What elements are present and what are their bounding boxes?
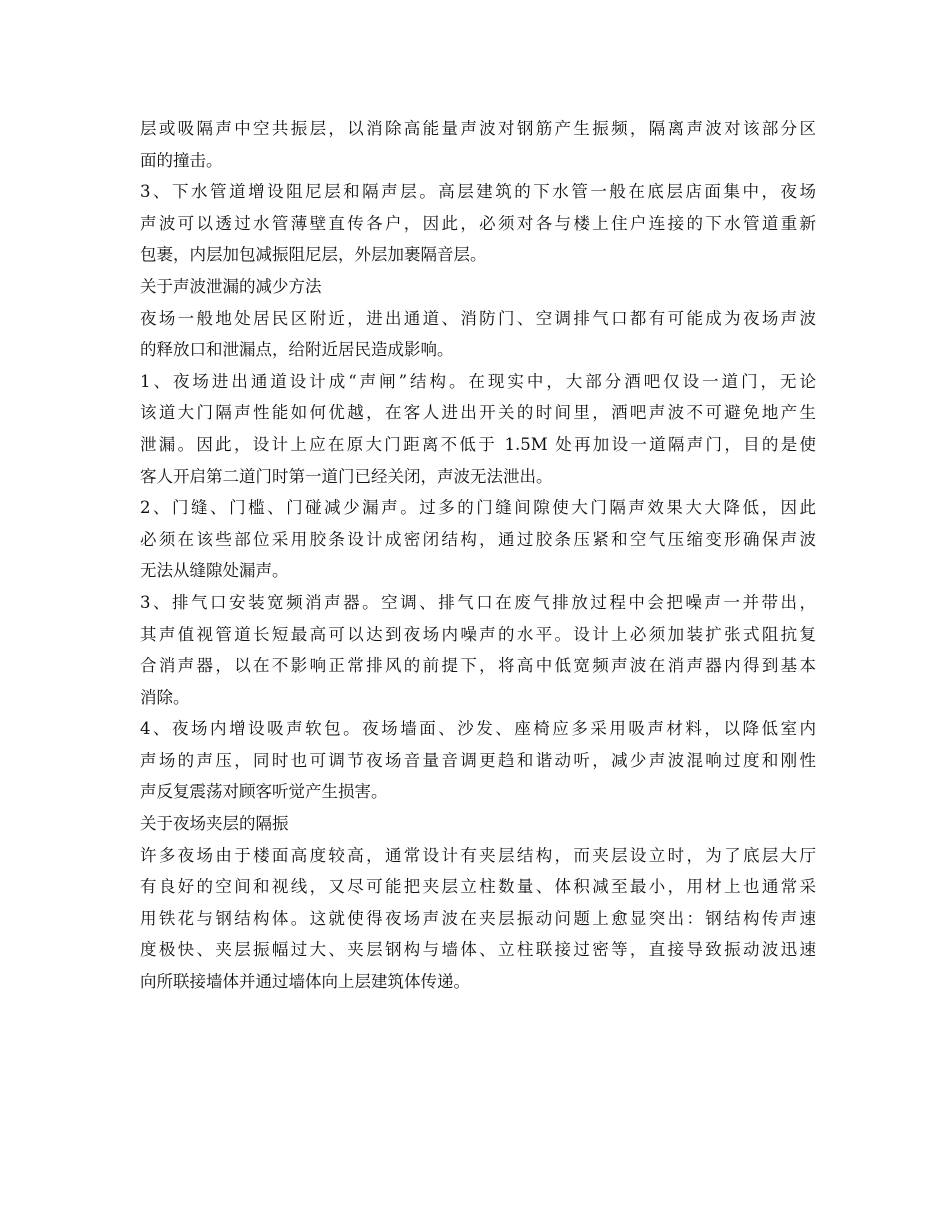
text-line: 向所联接墙体并通过墙体向上层建筑体传递。 [140,972,470,992]
text-line: 消除。 [140,687,190,707]
text-line: 声波可以透过水管薄壁直传各户，因此，必须对各与楼上住户连接的下水管道重新 [140,213,816,233]
text-line: 声反复震荡对顾客听觉产生损害。 [140,782,388,802]
section-heading: 关于夜场夹层的隔振 [140,814,289,834]
text-line: 2、门缝、门槛、门碰减少漏声。过多的门缝间隙使大门隔声效果大大降低，因此 [140,498,816,518]
text-line: 层或吸隔声中空共振层，以消除高能量声波对钢筋产生振频，隔离声波对该部分区 [140,119,816,138]
text-line: 用铁花与钢结构体。这就使得夜场声波在夹层振动问题上愈显突出：钢结构传声速 [140,908,816,928]
text-line: 3、排气口安装宽频消声器。空调、排气口在废气排放过程中会把噪声一并带出， [140,592,816,612]
text-line: 无法从缝隙处漏声。 [140,561,289,581]
text-line: 的释放口和泄漏点，给附近居民造成影响。 [140,340,454,360]
document-page [140,113,816,998]
text-line: 客人开启第二道门时第一道门已经关闭，声波无法泄出。 [140,466,553,486]
text-line: 必须在该些部位采用胶条设计成密闭结构，通过胶条压紧和空气压缩变形确保声波 [140,529,816,549]
text-line: 包裹，内层加包减振阻尼层，外层加裹隔音层。 [140,245,487,265]
text-line: 其声值视管道长短最高可以达到夜场内噪声的水平。设计上必须加装扩张式阻抗复 [140,624,816,644]
text-line: 声场的声压，同时也可调节夜场音量音调更趋和谐动听，减少声波混响过度和刚性 [140,750,816,770]
text-line: 度极快、夹层振幅过大、夹层钢构与墙体、立柱联接过密等，直接导致振动波迅速 [140,940,816,960]
text-line: 合消声器，以在不影响正常排风的前提下，将高中低宽频声波在消声器内得到基本 [140,656,816,676]
section-heading: 关于声波泄漏的减少方法 [140,276,322,296]
text-line: 1、夜场进出通道设计成“声闸”结构。在现实中，大部分酒吧仅设一道门，无论 [140,371,816,391]
text-line: 面的撞击。 [140,150,223,170]
text-line: 许多夜场由于楼面高度较高，通常设计有夹层结构，而夹层设立时，为了底层大厅 [140,845,816,865]
text-line: 泄漏。因此，设计上应在原大门距离不低于 1.5M 处再加设一道隔声门，目的是使 [140,434,816,454]
text-line: 夜场一般地处居民区附近，进出通道、消防门、空调排气口都有可能成为夜场声波 [140,308,816,328]
text-line: 该道大门隔声性能如何优越，在客人进出开关的时间里，酒吧声波不可避免地产生 [140,403,816,423]
text-line: 有良好的空间和视线，又尽可能把夹层立柱数量、体积减至最小，用材上也通常采 [140,877,816,897]
text-line: 3、下水管道增设阻尼层和隔声层。高层建筑的下水管一般在底层店面集中，夜场 [140,182,816,202]
text-line: 4、夜场内增设吸声软包。夜场墙面、沙发、座椅应多采用吸声材料，以降低室内 [140,719,816,739]
